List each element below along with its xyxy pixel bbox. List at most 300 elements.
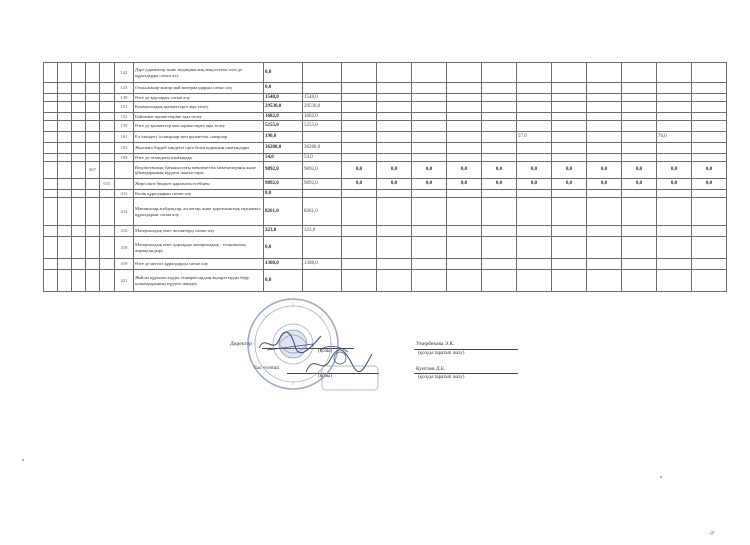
class-cell	[72, 226, 86, 237]
class-cell	[44, 154, 58, 162]
month-cell	[587, 102, 622, 113]
month-cell	[692, 83, 727, 94]
month-cell: 0,0	[657, 179, 692, 190]
month-cell	[517, 154, 552, 162]
class-cell	[58, 94, 72, 102]
month-cell	[692, 113, 727, 121]
month-cell	[552, 270, 587, 292]
month-cell: 0,0	[692, 162, 727, 179]
month-cell	[412, 259, 447, 270]
month-cell	[587, 226, 622, 237]
table-row	[44, 143, 727, 154]
month-cell	[657, 198, 692, 226]
month-cell	[377, 270, 412, 292]
month-cell	[552, 237, 587, 259]
month-cell	[657, 143, 692, 154]
month-cell	[587, 270, 622, 292]
item-name-cell: Өзге де негізгі құралдарды сатып алу	[134, 259, 264, 270]
month-cell	[412, 102, 447, 113]
month-cell	[377, 113, 412, 121]
month-cell	[692, 94, 727, 102]
table-row	[44, 179, 727, 190]
class-cell	[44, 179, 58, 190]
month-cell: 76,0	[657, 132, 692, 143]
month-cell	[552, 83, 587, 94]
class-cell	[86, 83, 100, 94]
month-cell	[447, 143, 482, 154]
class-cell	[86, 259, 100, 270]
total-cell: 323,0	[264, 226, 303, 237]
accountant-stamp	[320, 362, 380, 394]
class-cell	[72, 83, 86, 94]
class-cell	[86, 198, 100, 226]
month-cell	[447, 270, 482, 292]
month-cell	[552, 259, 587, 270]
class-cell	[86, 113, 100, 121]
month-cell	[587, 63, 622, 83]
month-cell	[447, 113, 482, 121]
class-cell	[100, 113, 115, 121]
class-cell	[72, 198, 86, 226]
month-cell	[447, 83, 482, 94]
class-cell	[86, 154, 100, 162]
month-cell	[342, 198, 377, 226]
month-cell	[622, 237, 657, 259]
item-name-cell: Жайлы құрылыстарды, ғимараттардың ақпараттарды беру, қонымдарының күрделі жөндеу	[134, 270, 264, 292]
table-row	[44, 198, 727, 226]
month-cell	[692, 259, 727, 270]
month-cell	[517, 190, 552, 198]
table-row	[44, 154, 727, 162]
month-cell	[377, 143, 412, 154]
month-cell: 0,0	[657, 162, 692, 179]
month-cell: 0,0	[342, 179, 377, 190]
class-cell	[86, 132, 100, 143]
table-row	[44, 113, 727, 121]
total-cell: 0,0	[264, 83, 303, 94]
month-cell	[552, 154, 587, 162]
class-cell	[86, 102, 100, 113]
class-cell	[44, 198, 58, 226]
item-name-cell: Жергілікті бюджет қаражаты есебінен	[134, 179, 264, 190]
amount-cell: 323,0	[303, 226, 342, 237]
total-cell: 0,0	[264, 190, 303, 198]
item-name-cell: Ведомстволық бағыныстағы мемлекеттік мекемелерінің және ұйымдарының күрделі шығыстары	[134, 162, 264, 179]
total-cell: 0,0	[264, 270, 303, 292]
month-cell	[692, 102, 727, 113]
class-cell	[100, 132, 115, 143]
item-name-cell: Көлік құралдарын сатып алу	[134, 190, 264, 198]
class-cell	[100, 190, 115, 198]
month-cell: 0,0	[552, 162, 587, 179]
month-cell	[342, 259, 377, 270]
spec-code-cell: 143	[115, 83, 134, 94]
class-cell	[100, 259, 115, 270]
month-cell	[447, 121, 482, 132]
month-cell	[342, 102, 377, 113]
table-row	[44, 270, 727, 292]
amount-cell: 1548,0	[303, 94, 342, 102]
month-cell	[412, 270, 447, 292]
table-row	[44, 226, 727, 237]
month-cell	[622, 270, 657, 292]
class-cell: 067	[86, 162, 100, 179]
month-cell	[482, 237, 517, 259]
month-cell	[377, 190, 412, 198]
class-cell	[86, 237, 100, 259]
month-cell: 0,0	[412, 179, 447, 190]
month-cell	[657, 270, 692, 292]
total-cell: 0,0	[264, 63, 303, 83]
class-cell	[58, 190, 72, 198]
spec-code-cell: 152	[115, 113, 134, 121]
item-name-cell: Байланыс қызметтеріне ақы төлеу	[134, 113, 264, 121]
class-cell	[58, 259, 72, 270]
month-cell	[342, 94, 377, 102]
month-cell	[342, 121, 377, 132]
spec-code-cell: 142	[115, 63, 134, 83]
month-cell	[657, 113, 692, 121]
month-cell: 0,0	[587, 162, 622, 179]
total-cell: 190,0	[264, 132, 303, 143]
month-cell	[622, 94, 657, 102]
month-cell: 0,0	[517, 162, 552, 179]
table-row	[44, 237, 727, 259]
month-cell	[587, 113, 622, 121]
total-cell: 29530,0	[264, 102, 303, 113]
month-cell	[447, 190, 482, 198]
accountant-sign-caption: (қолы)	[318, 374, 333, 379]
class-cell	[44, 102, 58, 113]
item-name-cell: Ел ішіндегі іссапарлар мен қызметтік сапарлар	[134, 132, 264, 143]
director-name-line	[414, 349, 518, 350]
class-cell	[100, 94, 115, 102]
month-cell	[622, 226, 657, 237]
month-cell	[447, 132, 482, 143]
class-cell	[86, 270, 100, 292]
director-label: Директор	[230, 341, 252, 347]
month-cell	[377, 121, 412, 132]
month-cell	[412, 132, 447, 143]
table-row	[44, 121, 727, 132]
spec-code-cell: 418	[115, 237, 134, 259]
budget-table	[43, 62, 727, 292]
month-cell: 0,0	[692, 179, 727, 190]
month-cell: 0,0	[517, 179, 552, 190]
month-cell	[657, 226, 692, 237]
class-cell	[58, 270, 72, 292]
class-cell	[58, 121, 72, 132]
month-cell	[412, 121, 447, 132]
month-cell	[447, 237, 482, 259]
class-cell	[86, 190, 100, 198]
table-row	[44, 190, 727, 198]
table-row	[44, 83, 727, 94]
month-cell	[517, 113, 552, 121]
month-cell	[342, 190, 377, 198]
accountant-name: Кунтаев Д.Е.	[416, 366, 446, 372]
month-cell: 57,0	[517, 132, 552, 143]
month-cell	[692, 143, 727, 154]
class-cell	[58, 143, 72, 154]
month-cell	[657, 190, 692, 198]
spec-code-cell: 151	[115, 102, 134, 113]
month-cell	[517, 237, 552, 259]
month-cell	[377, 102, 412, 113]
month-cell: 0,0	[447, 162, 482, 179]
month-cell	[692, 270, 727, 292]
class-cell	[58, 162, 72, 179]
spec-code-cell: 149	[115, 94, 134, 102]
class-cell	[72, 143, 86, 154]
item-name-cell: Өзге де қызметтер мен жұмыстарға ақы төлеу	[134, 121, 264, 132]
month-cell	[622, 63, 657, 83]
amount-cell	[303, 132, 342, 143]
director-name-caption: (қолды таратып жазу)	[418, 351, 465, 356]
item-name-cell: Отын,жанар-жағар май материалдарын сатып алу	[134, 83, 264, 94]
class-cell	[72, 259, 86, 270]
month-cell	[587, 190, 622, 198]
month-cell	[552, 190, 587, 198]
item-name-cell: Өзге де қорларды сатып алу	[134, 94, 264, 102]
class-cell	[44, 121, 58, 132]
total-cell: 0,0	[264, 237, 303, 259]
class-cell	[44, 94, 58, 102]
month-cell	[517, 143, 552, 154]
month-cell	[482, 94, 517, 102]
total-cell: 5255,0	[264, 121, 303, 132]
class-cell	[58, 63, 72, 83]
month-cell	[482, 102, 517, 113]
class-cell	[100, 198, 115, 226]
month-cell	[377, 259, 412, 270]
amount-cell: 9892,0	[303, 162, 342, 179]
month-cell	[482, 113, 517, 121]
class-cell	[58, 198, 72, 226]
month-cell	[482, 270, 517, 292]
item-name-cell: Коммуналдық қызметтерге ақы төлеу	[134, 102, 264, 113]
month-cell: 0,0	[377, 162, 412, 179]
month-cell	[517, 226, 552, 237]
month-cell	[342, 270, 377, 292]
total-cell: 8261,0	[264, 198, 303, 226]
class-cell	[58, 237, 72, 259]
month-cell	[622, 83, 657, 94]
month-cell	[412, 154, 447, 162]
month-cell	[447, 259, 482, 270]
spec-code-cell	[115, 179, 134, 190]
month-cell	[552, 94, 587, 102]
month-cell	[552, 121, 587, 132]
item-name-cell: Өзге де ағымдағы шығындар	[134, 154, 264, 162]
class-cell	[100, 63, 115, 83]
class-cell	[44, 143, 58, 154]
class-cell	[72, 63, 86, 83]
month-cell: 0,0	[622, 179, 657, 190]
month-cell: 0,0	[552, 179, 587, 190]
month-cell	[552, 102, 587, 113]
month-cell	[622, 132, 657, 143]
table-row	[44, 132, 727, 143]
item-name-cell: Жалпыға бірдей міндетті орта білім қорының шығындары	[134, 143, 264, 154]
amount-cell	[303, 83, 342, 94]
month-cell	[447, 102, 482, 113]
total-cell: 1548,0	[264, 94, 303, 102]
total-cell: 36288,0	[264, 143, 303, 154]
month-cell	[692, 121, 727, 132]
amount-cell: 1308,0	[303, 259, 342, 270]
month-cell	[622, 259, 657, 270]
director-name: Умирбекова Э.К.	[416, 341, 455, 347]
table-row	[44, 94, 727, 102]
amount-cell: 29530,0	[303, 102, 342, 113]
month-cell	[482, 143, 517, 154]
total-cell: 1308,0	[264, 259, 303, 270]
month-cell	[482, 63, 517, 83]
total-cell: 54,0	[264, 154, 303, 162]
month-cell	[517, 121, 552, 132]
spec-code-cell: 159	[115, 121, 134, 132]
month-cell	[342, 226, 377, 237]
month-cell	[377, 154, 412, 162]
month-cell	[517, 259, 552, 270]
month-cell	[657, 94, 692, 102]
class-cell	[72, 121, 86, 132]
spec-code-cell: 421	[115, 270, 134, 292]
class-cell	[72, 154, 86, 162]
month-cell: 0,0	[622, 162, 657, 179]
month-cell	[482, 83, 517, 94]
month-cell: 0,0	[482, 162, 517, 179]
class-cell	[44, 132, 58, 143]
class-cell	[100, 162, 115, 179]
month-cell	[692, 63, 727, 83]
class-cell	[86, 179, 100, 190]
month-cell	[587, 143, 622, 154]
class-cell	[44, 63, 58, 83]
spec-code-cell: 416	[115, 226, 134, 237]
month-cell	[587, 154, 622, 162]
month-cell: 0,0	[412, 162, 447, 179]
month-cell	[447, 198, 482, 226]
month-cell	[377, 83, 412, 94]
month-cell	[552, 63, 587, 83]
month-cell	[622, 102, 657, 113]
month-cell	[587, 259, 622, 270]
table-row	[44, 63, 727, 83]
month-cell	[587, 132, 622, 143]
month-cell	[692, 154, 727, 162]
month-cell	[622, 198, 657, 226]
month-cell	[622, 113, 657, 121]
month-cell	[517, 63, 552, 83]
amount-cell	[303, 237, 342, 259]
month-cell: 0,0	[377, 179, 412, 190]
amount-cell	[303, 190, 342, 198]
item-name-cell: Дәрі-дәрмектер және медициналық мақсаттағы өзге де құралдарды сатып алу	[134, 63, 264, 83]
class-cell	[72, 113, 86, 121]
table-row	[44, 102, 727, 113]
month-cell	[587, 198, 622, 226]
month-cell	[447, 154, 482, 162]
class-cell	[100, 121, 115, 132]
scan-speck	[660, 476, 662, 478]
month-cell	[377, 132, 412, 143]
spec-code-cell: 419	[115, 259, 134, 270]
corner-mark: -P	[709, 531, 715, 537]
class-cell	[44, 190, 58, 198]
table-row	[44, 259, 727, 270]
month-cell	[412, 237, 447, 259]
accountant-name-line	[414, 373, 518, 374]
total-cell: 1682,0	[264, 113, 303, 121]
item-name-cell: Материалдық емес активтерді сатып алу	[134, 226, 264, 237]
class-cell	[72, 162, 86, 179]
class-cell	[58, 83, 72, 94]
month-cell	[587, 94, 622, 102]
month-cell	[447, 226, 482, 237]
spec-code-cell: 163	[115, 143, 134, 154]
month-cell	[517, 83, 552, 94]
month-cell	[412, 226, 447, 237]
month-cell	[552, 132, 587, 143]
class-cell	[72, 102, 86, 113]
class-cell	[100, 237, 115, 259]
month-cell	[517, 270, 552, 292]
month-cell	[412, 63, 447, 83]
class-cell	[100, 154, 115, 162]
class-cell	[100, 83, 115, 94]
amount-cell	[303, 270, 342, 292]
spec-code-cell: 413	[115, 190, 134, 198]
month-cell	[657, 237, 692, 259]
class-cell	[58, 154, 72, 162]
accountant-name-caption: (қолды таратып жазу)	[418, 375, 465, 380]
month-cell	[657, 259, 692, 270]
class-cell	[72, 132, 86, 143]
class-cell	[58, 102, 72, 113]
class-cell	[44, 162, 58, 179]
amount-cell: 36288,0	[303, 143, 342, 154]
month-cell	[342, 83, 377, 94]
month-cell	[657, 154, 692, 162]
total-cell: 9892,0	[264, 162, 303, 179]
table-row	[44, 162, 727, 179]
month-cell	[482, 190, 517, 198]
month-cell	[657, 102, 692, 113]
month-cell	[587, 237, 622, 259]
month-cell	[482, 226, 517, 237]
class-cell	[72, 190, 86, 198]
class-cell	[44, 237, 58, 259]
class-cell	[72, 237, 86, 259]
month-cell	[552, 198, 587, 226]
month-cell	[692, 237, 727, 259]
month-cell	[657, 83, 692, 94]
class-cell	[44, 226, 58, 237]
class-cell	[58, 226, 72, 237]
month-cell	[517, 198, 552, 226]
month-cell	[622, 154, 657, 162]
class-cell	[100, 143, 115, 154]
spec-code-cell	[115, 162, 134, 179]
month-cell	[552, 113, 587, 121]
class-cell	[72, 179, 86, 190]
month-cell	[587, 121, 622, 132]
spec-code-cell: 414	[115, 198, 134, 226]
class-cell	[44, 270, 58, 292]
month-cell	[482, 132, 517, 143]
